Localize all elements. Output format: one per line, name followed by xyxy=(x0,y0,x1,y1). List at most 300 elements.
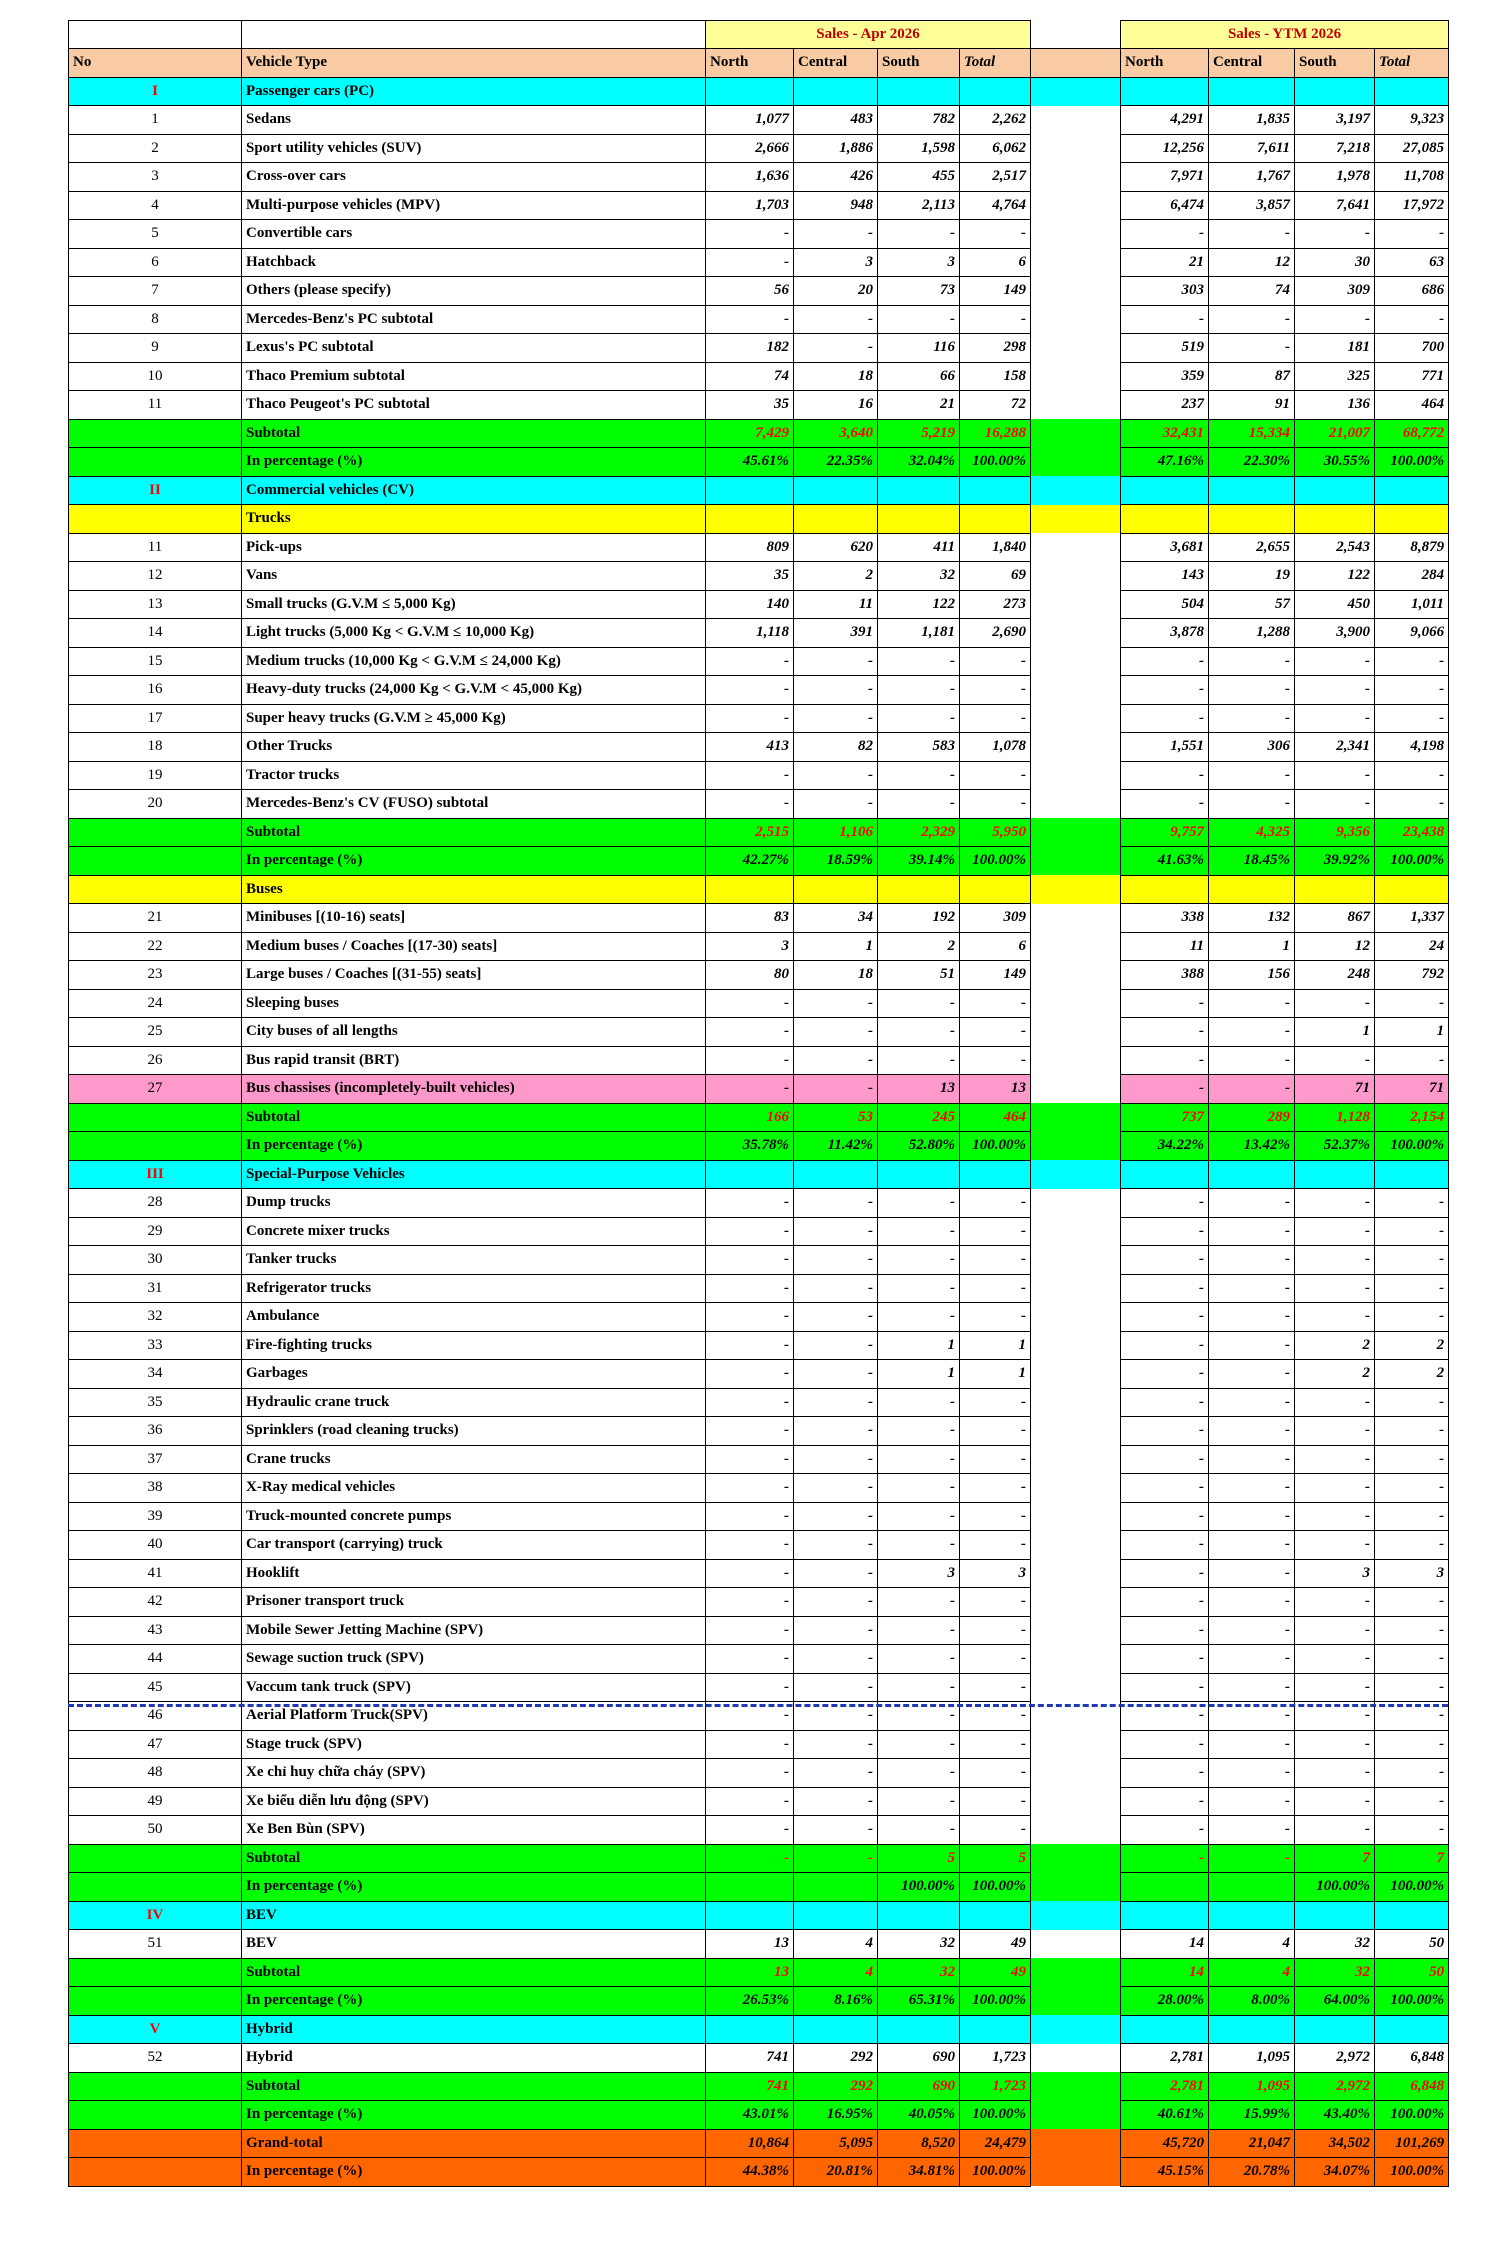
spacer-cell xyxy=(1031,1730,1121,1759)
month-value-cell: 1 xyxy=(878,1360,960,1389)
table-row xyxy=(69,704,1449,733)
table-row xyxy=(69,305,1449,334)
month-value-cell: 2,113 xyxy=(878,191,960,220)
month-value-cell: - xyxy=(706,1816,794,1845)
row-label: BEV xyxy=(242,1901,706,1930)
row-label: Minibuses [(10-16) seats] xyxy=(242,904,706,933)
month-value-cell: 69 xyxy=(960,562,1031,591)
month-value-cell: 11 xyxy=(794,590,878,619)
month-value-cell: 3,640 xyxy=(794,419,878,448)
month-value-cell: 35 xyxy=(706,562,794,591)
ytd-value-cell xyxy=(1295,505,1375,534)
month-value-cell: 7,429 xyxy=(706,419,794,448)
table-row xyxy=(69,1474,1449,1503)
spacer-cell xyxy=(1031,1160,1121,1189)
ytd-value-cell: - xyxy=(1375,1303,1449,1332)
month-value-cell: - xyxy=(960,1816,1031,1845)
month-value-cell: 51 xyxy=(878,961,960,990)
table-row xyxy=(69,419,1449,448)
month-value-cell: - xyxy=(794,1844,878,1873)
spacer-cell xyxy=(1031,2158,1121,2187)
row-label: Cross-over cars xyxy=(242,163,706,192)
month-value-cell: - xyxy=(794,1702,878,1731)
no-header: No xyxy=(69,49,242,78)
month-value-cell: - xyxy=(794,1445,878,1474)
ytd-value-cell: 23,438 xyxy=(1375,818,1449,847)
ytd-value-cell: - xyxy=(1295,1046,1375,1075)
row-label: Convertible cars xyxy=(242,220,706,249)
month-value-cell: - xyxy=(878,790,960,819)
spacer-cell xyxy=(1031,1331,1121,1360)
month-value-cell: - xyxy=(878,1417,960,1446)
spacer-cell xyxy=(1031,989,1121,1018)
month-value-cell xyxy=(960,875,1031,904)
spacer-cell xyxy=(1031,1873,1121,1902)
month-value-cell: - xyxy=(960,1445,1031,1474)
ytd-value-cell: 18.45% xyxy=(1209,847,1295,876)
month-value-cell: 56 xyxy=(706,277,794,306)
ytd-total-header: Total xyxy=(1375,49,1449,78)
spacer-cell xyxy=(1031,334,1121,363)
row-number xyxy=(69,847,242,876)
ytd-value-cell: - xyxy=(1295,1274,1375,1303)
ytd-value-cell: 100.00% xyxy=(1375,1987,1449,2016)
ytd-value-cell: 309 xyxy=(1295,277,1375,306)
table-row xyxy=(69,590,1449,619)
month-value-cell: 100.00% xyxy=(960,847,1031,876)
row-number: 24 xyxy=(69,989,242,1018)
table-row xyxy=(69,1160,1449,1189)
spacer-cell xyxy=(1031,904,1121,933)
month-value-cell: - xyxy=(794,1303,878,1332)
month-value-cell: 100.00% xyxy=(960,1132,1031,1161)
month-value-cell: - xyxy=(706,1018,794,1047)
month-value-cell: 83 xyxy=(706,904,794,933)
month-value-cell: - xyxy=(794,1816,878,1845)
ytd-value-cell: - xyxy=(1209,989,1295,1018)
month-value-cell: 1,840 xyxy=(960,533,1031,562)
spacer-cell xyxy=(1031,647,1121,676)
sales-table xyxy=(68,20,1449,2187)
row-label: In percentage (%) xyxy=(242,1987,706,2016)
ytd-value-cell: 87 xyxy=(1209,362,1295,391)
table-body xyxy=(69,21,1449,2187)
table-row xyxy=(69,391,1449,420)
month-value-cell: - xyxy=(706,676,794,705)
gap-header xyxy=(1031,49,1121,78)
row-label: Medium trucks (10,000 Kg < G.V.M ≤ 24,000 Kg) xyxy=(242,647,706,676)
ytd-value-cell: 41.63% xyxy=(1121,847,1209,876)
ytd-value-cell: 132 xyxy=(1209,904,1295,933)
month-value-cell xyxy=(794,1873,878,1902)
ytd-value-cell: 12 xyxy=(1209,248,1295,277)
month-value-cell: 2 xyxy=(794,562,878,591)
ytd-value-cell: - xyxy=(1121,1844,1209,1873)
row-number xyxy=(69,2101,242,2130)
spacer-cell xyxy=(1031,1787,1121,1816)
table-row xyxy=(69,1787,1449,1816)
row-label: Mobile Sewer Jetting Machine (SPV) xyxy=(242,1616,706,1645)
month-value-cell: - xyxy=(706,1217,794,1246)
month-value-cell: 24,479 xyxy=(960,2129,1031,2158)
month-value-cell: - xyxy=(706,1502,794,1531)
row-number xyxy=(69,1132,242,1161)
month-value-cell: - xyxy=(706,1274,794,1303)
header-row-columns xyxy=(69,49,1449,78)
ytd-value-cell: - xyxy=(1121,790,1209,819)
table-row xyxy=(69,191,1449,220)
row-number: 45 xyxy=(69,1673,242,1702)
month-value-cell: 100.00% xyxy=(878,1873,960,1902)
ytd-value-cell: 686 xyxy=(1375,277,1449,306)
month-value-cell: 413 xyxy=(706,733,794,762)
row-number: 37 xyxy=(69,1445,242,1474)
row-number: 3 xyxy=(69,163,242,192)
month-value-cell xyxy=(794,505,878,534)
month-value-cell: - xyxy=(794,761,878,790)
table-row xyxy=(69,163,1449,192)
month-value-cell: 620 xyxy=(794,533,878,562)
month-value-cell: - xyxy=(706,1046,794,1075)
month-value-cell xyxy=(706,476,794,505)
row-label: Hooklift xyxy=(242,1559,706,1588)
ytd-value-cell: - xyxy=(1121,1189,1209,1218)
month-value-cell: 34.81% xyxy=(878,2158,960,2187)
ytd-value-cell: 3,878 xyxy=(1121,619,1209,648)
row-label: Other Trucks xyxy=(242,733,706,762)
ytd-value-cell: - xyxy=(1121,1730,1209,1759)
month-value-cell: - xyxy=(706,1189,794,1218)
row-number: 14 xyxy=(69,619,242,648)
ytd-value-cell: - xyxy=(1209,1046,1295,1075)
month-value-cell: - xyxy=(878,761,960,790)
spacer-cell xyxy=(1031,220,1121,249)
ytd-value-cell: - xyxy=(1295,1189,1375,1218)
ytd-value-cell: - xyxy=(1375,1787,1449,1816)
month-value-cell: - xyxy=(706,1531,794,1560)
spacer-cell xyxy=(1031,1759,1121,1788)
month-value-cell: - xyxy=(706,761,794,790)
ytd-value-cell: 306 xyxy=(1209,733,1295,762)
ytd-value-cell: 100.00% xyxy=(1375,1873,1449,1902)
month-value-cell: - xyxy=(960,1303,1031,1332)
month-value-cell: 273 xyxy=(960,590,1031,619)
month-value-cell: - xyxy=(794,1246,878,1275)
ytd-value-cell: 57 xyxy=(1209,590,1295,619)
ytd-value-cell: 14 xyxy=(1121,1958,1209,1987)
month-value-cell: 21 xyxy=(878,391,960,420)
table-row xyxy=(69,1274,1449,1303)
ytd-value-cell: - xyxy=(1375,1388,1449,1417)
row-label: In percentage (%) xyxy=(242,1132,706,1161)
month-value-cell: 82 xyxy=(794,733,878,762)
month-value-cell: - xyxy=(794,1616,878,1645)
month-value-cell xyxy=(878,1160,960,1189)
row-number: 32 xyxy=(69,1303,242,1332)
month-south-header: South xyxy=(878,49,960,78)
ytd-value-cell: - xyxy=(1121,1303,1209,1332)
month-value-cell: - xyxy=(794,1360,878,1389)
ytd-value-cell xyxy=(1209,875,1295,904)
ytd-value-cell: 1 xyxy=(1209,932,1295,961)
ytd-value-cell: - xyxy=(1209,704,1295,733)
month-value-cell: - xyxy=(794,1217,878,1246)
spacer-cell xyxy=(1031,1189,1121,1218)
ytd-value-cell: - xyxy=(1209,1616,1295,1645)
ytd-value-cell: - xyxy=(1209,1075,1295,1104)
month-value-cell: 158 xyxy=(960,362,1031,391)
month-value-cell: 5,219 xyxy=(878,419,960,448)
row-number: 38 xyxy=(69,1474,242,1503)
spacer-cell xyxy=(1031,1018,1121,1047)
month-value-cell: 298 xyxy=(960,334,1031,363)
row-label: Super heavy trucks (G.V.M ≥ 45,000 Kg) xyxy=(242,704,706,733)
ytd-value-cell: - xyxy=(1121,1816,1209,1845)
month-value-cell: - xyxy=(878,220,960,249)
spacer-cell xyxy=(1031,590,1121,619)
row-label: Prisoner transport truck xyxy=(242,1588,706,1617)
month-total-header: Total xyxy=(960,49,1031,78)
ytd-value-cell: - xyxy=(1121,1046,1209,1075)
month-value-cell: 140 xyxy=(706,590,794,619)
row-label: Dump trucks xyxy=(242,1189,706,1218)
row-number: 46 xyxy=(69,1702,242,1731)
month-value-cell: 5 xyxy=(878,1844,960,1873)
month-value-cell: - xyxy=(878,1816,960,1845)
month-value-cell: 2,517 xyxy=(960,163,1031,192)
ytd-value-cell: 2 xyxy=(1375,1331,1449,1360)
ytd-value-cell: - xyxy=(1295,1816,1375,1845)
vehicle-type-header: Vehicle Type xyxy=(242,49,706,78)
ytd-value-cell: - xyxy=(1375,704,1449,733)
ytd-value-cell: - xyxy=(1121,989,1209,1018)
month-value-cell: 100.00% xyxy=(960,1987,1031,2016)
ytd-value-cell: 20.78% xyxy=(1209,2158,1295,2187)
month-value-cell: 426 xyxy=(794,163,878,192)
month-value-cell: 49 xyxy=(960,1958,1031,1987)
ytd-value-cell: - xyxy=(1121,1531,1209,1560)
ytd-value-cell: 32 xyxy=(1295,1930,1375,1959)
ytd-central-header: Central xyxy=(1209,49,1295,78)
row-number xyxy=(69,2072,242,2101)
month-value-cell: 2,515 xyxy=(706,818,794,847)
row-number: V xyxy=(69,2015,242,2044)
ytd-value-cell: 64.00% xyxy=(1295,1987,1375,2016)
month-value-cell: - xyxy=(794,1075,878,1104)
month-value-cell: 1,636 xyxy=(706,163,794,192)
month-value-cell: 3 xyxy=(794,248,878,277)
month-value-cell: - xyxy=(706,248,794,277)
month-value-cell: - xyxy=(960,1730,1031,1759)
ytd-value-cell: 43.40% xyxy=(1295,2101,1375,2130)
ytd-value-cell: - xyxy=(1295,1645,1375,1674)
ytd-value-cell: - xyxy=(1209,647,1295,676)
month-value-cell: 1,181 xyxy=(878,619,960,648)
spacer-cell xyxy=(1031,733,1121,762)
month-value-cell xyxy=(878,875,960,904)
ytd-value-cell: - xyxy=(1209,1274,1295,1303)
row-label: Grand-total xyxy=(242,2129,706,2158)
table-row xyxy=(69,1103,1449,1132)
spacer-cell xyxy=(1031,1474,1121,1503)
row-number xyxy=(69,419,242,448)
ytd-value-cell: - xyxy=(1121,1645,1209,1674)
row-label: Special-Purpose Vehicles xyxy=(242,1160,706,1189)
month-value-cell: - xyxy=(706,704,794,733)
row-number: 16 xyxy=(69,676,242,705)
ytd-value-cell: 1,337 xyxy=(1375,904,1449,933)
month-value-cell: 39.14% xyxy=(878,847,960,876)
ytd-value-cell: - xyxy=(1121,647,1209,676)
month-value-cell: - xyxy=(878,1388,960,1417)
month-value-cell: - xyxy=(794,1588,878,1617)
table-row xyxy=(69,1445,1449,1474)
row-number xyxy=(69,875,242,904)
month-value-cell: - xyxy=(706,1702,794,1731)
ytd-value-cell: 39.92% xyxy=(1295,847,1375,876)
spacer-cell xyxy=(1031,875,1121,904)
ytd-value-cell: - xyxy=(1375,1189,1449,1218)
row-label: Tractor trucks xyxy=(242,761,706,790)
ytd-value-cell xyxy=(1209,1160,1295,1189)
table-row xyxy=(69,2044,1449,2073)
ytd-value-cell: 2,341 xyxy=(1295,733,1375,762)
row-label: Others (please specify) xyxy=(242,277,706,306)
table-row xyxy=(69,533,1449,562)
month-value-cell: 292 xyxy=(794,2072,878,2101)
table-row xyxy=(69,761,1449,790)
spacer-cell xyxy=(1031,704,1121,733)
ytd-value-cell xyxy=(1121,2015,1209,2044)
month-value-cell: - xyxy=(706,1844,794,1873)
table-row xyxy=(69,562,1449,591)
row-number: 13 xyxy=(69,590,242,619)
ytd-value-cell: 8.00% xyxy=(1209,1987,1295,2016)
ytd-value-cell: - xyxy=(1375,676,1449,705)
ytd-value-cell: - xyxy=(1295,1474,1375,1503)
row-number xyxy=(69,505,242,534)
month-value-cell: 1,886 xyxy=(794,134,878,163)
ytd-value-cell: - xyxy=(1295,1417,1375,1446)
spacer-cell xyxy=(1031,277,1121,306)
month-value-cell: - xyxy=(960,1702,1031,1731)
row-number: 9 xyxy=(69,334,242,363)
month-value-cell: - xyxy=(794,1474,878,1503)
ytd-value-cell xyxy=(1121,505,1209,534)
ytd-value-cell: 9,323 xyxy=(1375,106,1449,135)
spacer-cell xyxy=(1031,2129,1121,2158)
month-value-cell: - xyxy=(794,334,878,363)
ytd-value-cell: 100.00% xyxy=(1375,847,1449,876)
ytd-value-cell: - xyxy=(1121,1559,1209,1588)
ytd-value-cell: - xyxy=(1295,1388,1375,1417)
month-value-cell: - xyxy=(878,1588,960,1617)
row-label: Commercial vehicles (CV) xyxy=(242,476,706,505)
row-label: Thaco Peugeot's PC subtotal xyxy=(242,391,706,420)
month-value-cell: 32 xyxy=(878,562,960,591)
row-label: Hatchback xyxy=(242,248,706,277)
ytd-value-cell xyxy=(1295,77,1375,106)
month-value-cell: - xyxy=(878,1046,960,1075)
ytd-value-cell xyxy=(1121,77,1209,106)
month-value-cell: - xyxy=(706,305,794,334)
month-value-cell: - xyxy=(706,1303,794,1332)
ytd-value-cell: 3,681 xyxy=(1121,533,1209,562)
month-value-cell: - xyxy=(794,1502,878,1531)
spacer-cell xyxy=(1031,1588,1121,1617)
month-value-cell: - xyxy=(794,1673,878,1702)
month-value-cell xyxy=(960,505,1031,534)
month-value-cell: 149 xyxy=(960,961,1031,990)
ytd-value-cell: 519 xyxy=(1121,334,1209,363)
table-row xyxy=(69,1388,1449,1417)
row-number: 19 xyxy=(69,761,242,790)
spacer-cell xyxy=(1031,1103,1121,1132)
month-value-cell: - xyxy=(794,989,878,1018)
row-label: City buses of all lengths xyxy=(242,1018,706,1047)
ytd-value-cell: - xyxy=(1209,220,1295,249)
month-value-cell: 391 xyxy=(794,619,878,648)
month-value-cell: 116 xyxy=(878,334,960,363)
ytd-value-cell: 21 xyxy=(1121,248,1209,277)
row-label: Car transport (carrying) truck xyxy=(242,1531,706,1560)
month-value-cell: 74 xyxy=(706,362,794,391)
ytd-value-cell: - xyxy=(1295,761,1375,790)
month-value-cell: 13 xyxy=(706,1958,794,1987)
ytd-value-cell: 867 xyxy=(1295,904,1375,933)
ytd-value-cell xyxy=(1121,476,1209,505)
ytd-value-cell: - xyxy=(1121,1474,1209,1503)
month-value-cell: - xyxy=(960,1616,1031,1645)
ytd-value-cell: 15.99% xyxy=(1209,2101,1295,2130)
row-label: Medium buses / Coaches [(17-30) seats] xyxy=(242,932,706,961)
month-value-cell: 32.04% xyxy=(878,448,960,477)
ytd-value-cell: - xyxy=(1375,989,1449,1018)
month-value-cell: - xyxy=(794,790,878,819)
month-value-cell: - xyxy=(706,1787,794,1816)
month-value-cell: - xyxy=(794,1046,878,1075)
ytd-value-cell: - xyxy=(1121,1759,1209,1788)
ytd-value-cell: - xyxy=(1209,1787,1295,1816)
row-label: Mercedes-Benz's PC subtotal xyxy=(242,305,706,334)
spacer-cell xyxy=(1031,1046,1121,1075)
table-row xyxy=(69,1844,1449,1873)
row-number: 48 xyxy=(69,1759,242,1788)
row-number: 11 xyxy=(69,391,242,420)
ytd-value-cell xyxy=(1209,1873,1295,1902)
month-value-cell: 13 xyxy=(878,1075,960,1104)
ytd-value-cell: 4,198 xyxy=(1375,733,1449,762)
month-value-cell: 65.31% xyxy=(878,1987,960,2016)
ytd-value-cell: 101,269 xyxy=(1375,2129,1449,2158)
spacer-cell xyxy=(1031,1075,1121,1104)
row-label: Bus chassises (incompletely-built vehicles) xyxy=(242,1075,706,1104)
ytd-value-cell: - xyxy=(1295,1616,1375,1645)
month-value-cell: 16.95% xyxy=(794,2101,878,2130)
month-value-cell: - xyxy=(794,1189,878,1218)
spacer-cell xyxy=(1031,1958,1121,1987)
spacer-cell xyxy=(1031,419,1121,448)
ytd-value-cell: - xyxy=(1295,676,1375,705)
ytd-value-cell: - xyxy=(1295,989,1375,1018)
spacer-cell xyxy=(1031,562,1121,591)
row-label: Subtotal xyxy=(242,419,706,448)
month-value-cell: 182 xyxy=(706,334,794,363)
month-value-cell: 32 xyxy=(878,1958,960,1987)
month-value-cell: - xyxy=(706,1246,794,1275)
ytd-value-cell: 4 xyxy=(1209,1930,1295,1959)
ytd-value-cell: 34.07% xyxy=(1295,2158,1375,2187)
